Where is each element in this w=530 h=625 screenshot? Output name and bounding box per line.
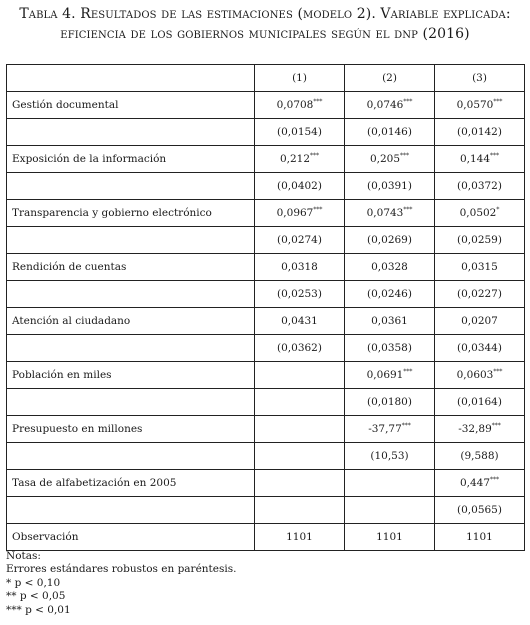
cell-value: (0,0246) <box>367 288 412 300</box>
cell-value: 1101 <box>376 531 403 543</box>
table-row <box>7 389 525 416</box>
table-title-line-2: eficiencia de los gobiernos municipales según el dnp (2016) <box>60 26 470 42</box>
table-cell <box>435 227 525 254</box>
cell-value: (0,0391) <box>367 180 412 192</box>
cell-value: 0,0967 <box>276 207 314 219</box>
table-cell <box>345 497 435 524</box>
cell-value: 0,0315 <box>461 261 498 273</box>
table-cell <box>345 524 435 551</box>
table-row <box>7 200 525 227</box>
table-cell <box>255 254 345 281</box>
significance-stars: *** <box>490 476 500 484</box>
table-cell <box>435 119 525 146</box>
row-label <box>7 335 255 362</box>
table-cell <box>255 200 345 227</box>
table-cell <box>345 173 435 200</box>
table-cell <box>255 146 345 173</box>
cell-value: (9,588) <box>460 450 499 462</box>
row-label <box>7 173 255 200</box>
table-cell <box>345 443 435 470</box>
significance-stars: *** <box>490 152 500 160</box>
significance-stars: *** <box>493 368 503 376</box>
row-label: Exposición de la información <box>7 146 255 173</box>
cell-value: (0,0227) <box>457 288 502 300</box>
table-cell <box>435 200 525 227</box>
cell-value: (0,0274) <box>277 234 322 246</box>
cell-value: (0,0565) <box>457 504 502 516</box>
row-label: Rendición de cuentas <box>7 254 255 281</box>
note-line: ** p < 0,05 <box>6 590 66 603</box>
table-row <box>7 146 525 173</box>
table-row <box>7 524 525 551</box>
significance-stars: *** <box>313 206 323 214</box>
table-cell <box>255 92 345 119</box>
cell-value: (0,0164) <box>457 396 502 408</box>
table-row <box>7 470 525 497</box>
column-header: (3) <box>435 65 525 92</box>
cell-value: 0,0691 <box>366 369 404 381</box>
cell-value: 0,212 <box>279 153 311 165</box>
table-row <box>7 92 525 119</box>
table-cell <box>345 200 435 227</box>
cell-value: 0,0431 <box>281 315 318 327</box>
note-line: *** p < 0,01 <box>6 603 71 616</box>
table-cell <box>345 227 435 254</box>
table-cell <box>345 254 435 281</box>
cell-value: 0,0207 <box>461 315 498 327</box>
table-cell <box>435 173 525 200</box>
results-table <box>6 64 525 551</box>
table-cell <box>435 335 525 362</box>
cell-value: 0,447 <box>459 477 491 489</box>
row-label: Población en miles <box>7 362 255 389</box>
table-cell <box>255 173 345 200</box>
cell-value: (0,0362) <box>277 342 322 354</box>
cell-value: -37,77 <box>368 423 402 435</box>
cell-value: (10,53) <box>370 450 409 462</box>
table-cell <box>435 362 525 389</box>
row-label: Gestión documental <box>7 92 255 119</box>
significance-stars: *** <box>493 98 503 106</box>
cell-value: 1101 <box>466 531 493 543</box>
cell-value: (0,0372) <box>457 180 502 192</box>
cell-value: 0,0746 <box>366 99 404 111</box>
table-row <box>7 119 525 146</box>
row-label: Atención al ciudadano <box>7 308 255 335</box>
cell-value: 0,205 <box>369 153 401 165</box>
header-cell-label <box>7 65 255 92</box>
table-row <box>7 362 525 389</box>
table-title <box>0 4 530 44</box>
table-cell <box>345 389 435 416</box>
table-cell <box>435 92 525 119</box>
table-notes <box>6 550 236 617</box>
table-row <box>7 281 525 308</box>
table-cell <box>255 416 345 443</box>
table-row <box>7 443 525 470</box>
table-cell <box>435 524 525 551</box>
row-label: Tasa de alfabetización en 2005 <box>7 470 255 497</box>
table-cell <box>435 443 525 470</box>
table-cell <box>345 416 435 443</box>
table-cell <box>255 389 345 416</box>
significance-stars: *** <box>401 422 411 430</box>
table-cell <box>435 281 525 308</box>
note-line: Errores estándares robustos en paréntesis. <box>6 563 237 576</box>
row-label: Presupuesto en millones <box>7 416 255 443</box>
table-cell <box>255 524 345 551</box>
cell-value: -32,89 <box>458 423 492 435</box>
cell-value: (0,0402) <box>277 180 322 192</box>
table-cell <box>255 119 345 146</box>
table-cell <box>345 335 435 362</box>
cell-value: 0,0318 <box>281 261 318 273</box>
cell-value: 0,0361 <box>371 315 408 327</box>
row-label <box>7 227 255 254</box>
cell-value: 0,0708 <box>276 99 314 111</box>
significance-stars: *** <box>403 206 413 214</box>
row-label <box>7 443 255 470</box>
table-cell <box>255 281 345 308</box>
table-cell <box>255 335 345 362</box>
table-cell <box>345 92 435 119</box>
significance-stars: *** <box>403 98 413 106</box>
row-label <box>7 281 255 308</box>
row-label: Transparencia y gobierno electrónico <box>7 200 255 227</box>
table-row <box>7 335 525 362</box>
cell-value: 1101 <box>286 531 313 543</box>
table-cell <box>255 497 345 524</box>
table-cell <box>255 443 345 470</box>
cell-value: (0,0344) <box>457 342 502 354</box>
cell-value: (0,0146) <box>367 126 412 138</box>
significance-stars: *** <box>313 98 323 106</box>
table-cell <box>435 308 525 335</box>
cell-value: (0,0269) <box>367 234 412 246</box>
table-row <box>7 173 525 200</box>
table-cell <box>435 416 525 443</box>
table-row <box>7 227 525 254</box>
table-cell <box>435 254 525 281</box>
table-cell <box>345 119 435 146</box>
row-label <box>7 389 255 416</box>
cell-value: (0,0358) <box>367 342 412 354</box>
table-cell <box>345 470 435 497</box>
column-header: (1) <box>255 65 345 92</box>
cell-value: 0,0502 <box>459 207 497 219</box>
row-label <box>7 119 255 146</box>
table-cell <box>255 362 345 389</box>
table-row <box>7 308 525 335</box>
cell-value: (0,0154) <box>277 126 322 138</box>
significance-stars: *** <box>310 152 320 160</box>
table-cell <box>435 497 525 524</box>
significance-stars: *** <box>403 368 413 376</box>
cell-value: 0,0603 <box>456 369 494 381</box>
cell-value: (0,0180) <box>367 396 412 408</box>
table-cell <box>255 470 345 497</box>
note-line: * p < 0,10 <box>6 576 61 589</box>
table-row <box>7 416 525 443</box>
significance-stars: *** <box>400 152 410 160</box>
notes-heading: Notas: <box>6 550 41 562</box>
significance-stars: * <box>496 206 500 214</box>
table-cell <box>255 227 345 254</box>
table-row <box>7 254 525 281</box>
cell-value: (0,0253) <box>277 288 322 300</box>
cell-value: 0,0570 <box>456 99 494 111</box>
cell-value: (0,0142) <box>457 126 502 138</box>
cell-value: 0,144 <box>459 153 491 165</box>
table-cell <box>435 470 525 497</box>
cell-value: 0,0743 <box>366 207 404 219</box>
cell-value: (0,0259) <box>457 234 502 246</box>
significance-stars: *** <box>491 422 501 430</box>
table-cell <box>255 308 345 335</box>
table-cell <box>345 362 435 389</box>
table-cell <box>345 308 435 335</box>
column-header: (2) <box>345 65 435 92</box>
table-header-row <box>7 65 525 92</box>
table-cell <box>435 389 525 416</box>
table-cell <box>345 146 435 173</box>
table-row <box>7 497 525 524</box>
cell-value: 0,0328 <box>371 261 408 273</box>
row-label: Observación <box>7 524 255 551</box>
table-cell <box>345 281 435 308</box>
row-label <box>7 497 255 524</box>
table-title-line-1: Tabla 4. Resultados de las estimaciones (modelo 2). Variable explicada: <box>19 6 511 22</box>
table-cell <box>435 146 525 173</box>
